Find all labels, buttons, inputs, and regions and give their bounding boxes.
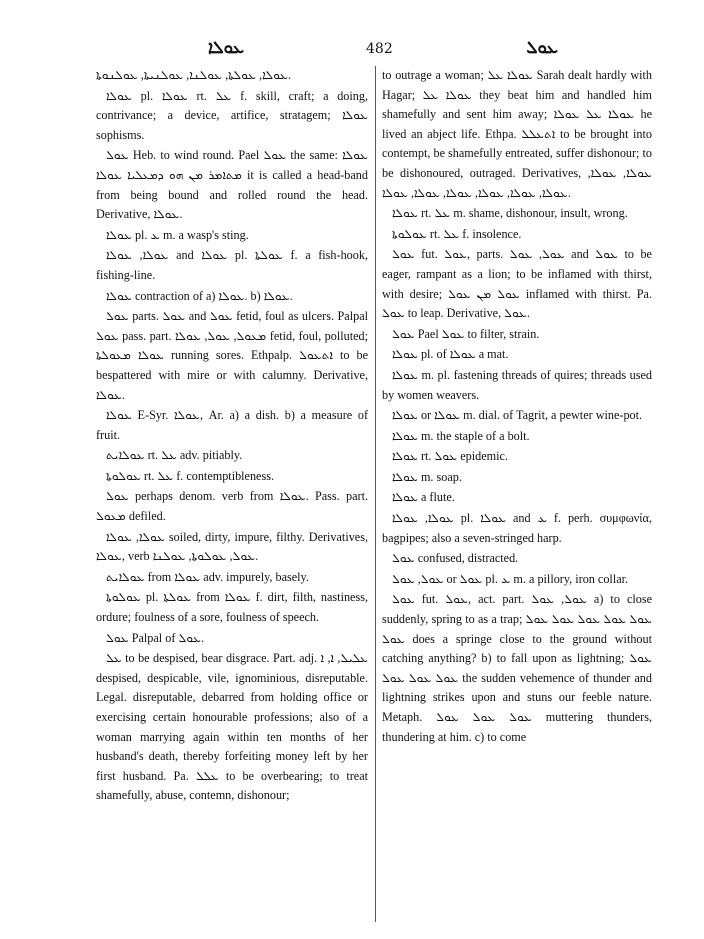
entry: ܥܘܠܘܬܐ rt. ܥܠ f. insolence.: [392, 226, 522, 241]
entry: ܥܘܠܐ E-Syr. ܥܘܠܐ, Ar. a) a dish. b) a measure of fruit.: [96, 408, 368, 442]
entry: ܥܠ to be despised, bear disgrace. Part. adj. ܥܠܝܠ, ܐ, ܐ despised, despicable, vile, ignominious, disreputable. Legal. disreputable, debarred from holding office or exercising certain honourable professions; also of a woman marrying again within ten months of her husband's death, thereby forfeiting money left by her first husband. Pa. ܥܠܠ to be overbearing; to treat shamefully, abuse, contemn, dishonour;: [96, 651, 368, 803]
entry: ܥܘܠܐ pl. ܥܘܠܐ rt. ܥܠ f. skill, craft; a doing, contrivance; a device, artifice, stratagem; ܥܘܠܐ sophisms.: [96, 88, 368, 142]
entry: ܥܘܠܐ m. the staple of a bolt.: [392, 428, 530, 443]
entry: ܥܘܠܐ, ܥܘܠܐ pl. ܥܘܠܐ and ܥ f. perh. συμφωνία, bagpipes; also a seven-stringed harp.: [382, 511, 652, 545]
page-number: 482: [366, 41, 393, 57]
entry: ܥܘܠ Palpal of ܥܘܠ.: [106, 630, 205, 645]
entry: ܥܘܠܐ, ܥܘܠܬܐ, ܥܘܠܢܐ, ܥܘܠܢܝܬܐ, ܥܘܠܢܘܬܐ.: [96, 68, 292, 82]
entry: ܥܘܠܘܬܐ pl. ܥܘܠܬܐ from ܥܘܠܐ f. dirt, filth, nastiness, ordure; foulness of a sore, foulness of speech.: [96, 590, 368, 625]
entry: ܥܘܠ confused, distracted.: [392, 551, 519, 566]
entry: ܥܘܠܐ rt. ܥܠ m. shame, dishonour, insult, wrong.: [392, 206, 628, 221]
entry: ܥܘܠܐ a flute.: [392, 490, 455, 505]
entry: ܥܘܠܐ m. soap.: [392, 469, 462, 484]
entry: ܥܘܠܐܝܬ rt. ܥܠ adv. pitiably.: [106, 448, 243, 463]
entry: ܥܘܠܐ, ܥܘܠܐ soiled, dirty, impure, filthy. Derivatives, ܥܘܠܐ, verb ܥܘܠ, ܥܘܠܘܬܐ, ܥܘܠܢܐ.: [96, 529, 368, 564]
entry: ܥܘܠܐ pl. of ܥܘܠܐ a mat.: [392, 347, 509, 362]
entry: ܥܘܠܐ pl. ܥ m. a wasp's sting.: [106, 227, 249, 242]
entry: ܥܘܠܐ m. pl. fastening threads of quires; threads used by women weavers.: [382, 367, 652, 402]
entry: ܥܘܠܐ, ܥܘܠܐ and ܥܘܠܐ pl. ܥܘܠܬܐ f. a fish-hook, fishing-line.: [96, 248, 368, 282]
column-divider: [375, 66, 376, 922]
entry: ܥܘܠ parts. ܥܘܠ and ܥܘܠ fetid, foul as ulcers. Palpal ܥܘܠ pass. part. ܡܥܘܠ, ܥܘܠ, ܥܘܠܐ fetid, foul, polluted; ܥܘܠܐ ܡܥܘܠܬܐ running sores. Ethpalp. ܐܬܥܘܠ to be bespattered with mire or with calumny. Derivative, ܥܘܠܐ.: [96, 309, 368, 402]
entry: ܥܘܠܐ or ܥܘܠܐ m. dial. of Tagrit, a pewter wine-pot.: [392, 408, 643, 423]
entry: ܥܘܠܐ contraction of a) ܥܘܠܐ. b) ܥܘܠܐ.: [106, 288, 293, 303]
right-column: [382, 66, 652, 922]
entry: ܥܘܠ fut. ܥܘܠ, act. part. ܥܘܠ, ܥܘܠ a) to close suddenly, spring to as a trap; ܥܘܠ ܥܘܠ ܥܘܠ ܥܘܠ ܥܘܠ ܥܘܠ does a springe close to the ground without catching anything? b) to fall upon as lightning; ܥܘܠ ܥܘܠ ܥܘܠ ܥܘܠ the sudden vehemence of thunder and lightning strikes upon and stuns our feeble nature. Metaph. ܥܘܠ ܥܘܠ ܥܘܠ muttering thunders, thundering at him. c) to come: [382, 592, 652, 744]
entry: ܥܘܠܐܝܬ from ܥܘܠܐ adv. impurely, basely.: [106, 569, 309, 584]
entry: ܥܘܠ perhaps denom. verb from ܥܘܠܐ. Pass. part. ܡܥܘܠ defiled.: [96, 489, 368, 524]
entry: ܥܘܠ Heb. to wind round. Pael ܥܘܠ the same: ܥܘܠܐ ܡܬܐܡܪ ܡܢ ܗܘ ܕܡܥܠܝܐ ܥܘܠܐ it is called a head-band from being bound and rolled round the head. Derivative, ܥܘܠܐ.: [96, 148, 368, 222]
right-running-word: ܥܘܠ: [526, 38, 558, 58]
running-header: [96, 38, 652, 60]
entry: ܥܘܠ fut. ܥܘܠ, parts. ܥܘܠ, ܥܘܠ and ܥܘܠ to be eager, rampant as a lion; to be inflamed with thirst, with desire; ܥܘܠ ܡܢ ܥܘܠ inflamed with thirst. Pa. ܥܘܠ to leap. Derivative, ܥܘܠ.: [382, 247, 652, 321]
left-column: [96, 66, 368, 922]
entry: ܥܘܠܘܬܐ rt. ܥܠ f. contemptibleness.: [106, 468, 275, 483]
entry: to outrage a woman; ܥܘܠܐ ܥܠ Sarah dealt hardly with Hagar; ܥܘܠܐ ܥܠ they beat him and handled him shamefully and sent him away; ܥܘܠܐ ܥܠ ܥܘܠܐ he lived an abject life. Ethpa. ܐܬܥܠܠ to be brought into contempt, be shamefully entreated, suffer dishonour; to be dishonoured, outraged. Derivatives, ܥܘܠܐ, ܥܘܠܐ, ܥܘܠܐ, ܥܘܠܐ, ܥܘܠܐ, ܥܘܠܐ, ܥܘܠܐ, ܥܘܠܐ.: [382, 68, 652, 200]
entry: ܥܘܠ Pael ܥܘܠ to filter, strain.: [392, 326, 540, 341]
entry: ܥܘܠܐ rt. ܥܘܠ epidemic.: [392, 449, 508, 464]
entry: ܥܘܠ, ܥܘܠ or ܥܘܠ pl. ܥ m. a pillory, iron collar.: [392, 571, 629, 586]
left-running-word: ܥܘܠܐ: [208, 38, 245, 58]
